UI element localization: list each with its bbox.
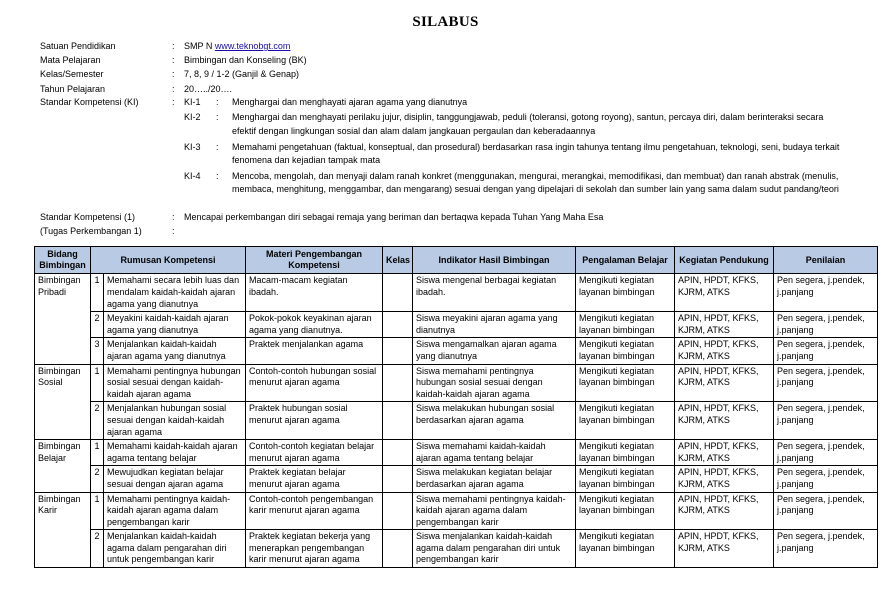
materi-cell: Macam-macam kegiatan ibadah. <box>246 274 383 312</box>
row-number: 1 <box>91 440 104 466</box>
row-number: 2 <box>91 312 104 338</box>
info-colon: : <box>172 55 175 66</box>
row-number: 1 <box>91 492 104 530</box>
info-colon: : <box>172 41 175 51</box>
pengalaman-cell: Mengikuti kegiatan layanan bimbingan <box>576 530 675 568</box>
indikator-cell: Siswa menjalankan kaidah-kaidah agama dalam pengarahan diri untuk pengembangan karir <box>413 530 576 568</box>
rumusan-cell: Memahami kaidah-kaidah ajaran agama tentang belajar <box>104 440 246 466</box>
kelas-cell <box>383 312 413 338</box>
kegiatan-cell: APIN, HPDT, KFKS, KJRM, ATKS <box>675 274 774 312</box>
table-header-row <box>35 247 878 274</box>
row-number: 1 <box>91 274 104 312</box>
materi-cell: Praktek hubungan sosial menurut ajaran agama <box>246 402 383 440</box>
info-row-tahun <box>40 82 870 96</box>
info-value: Bimbingan dan Konseling (BK) <box>184 55 307 66</box>
pengalaman-cell: Mengikuti kegiatan layanan bimbingan <box>576 440 675 466</box>
rumusan-cell: Memahami pentingnya kaidah-kaidah ajaran agama dalam pengembangan karir <box>104 492 246 530</box>
info-colon: : <box>172 226 175 237</box>
info-label: Kelas/Semester <box>40 69 104 80</box>
table-row <box>35 274 878 312</box>
kelas-cell <box>383 338 413 364</box>
info-row-satuan <box>40 39 870 53</box>
header-bidang: Bidang Bimbingan <box>35 247 91 274</box>
info-label: Mata Pelajaran <box>40 55 101 66</box>
header-pengalaman: Pengalaman Belajar <box>576 247 675 274</box>
penilaian-cell: Pen segera, j.pendek, j.panjang <box>774 530 878 568</box>
indikator-cell: Siswa meyakini ajaran agama yang dianutnya <box>413 312 576 338</box>
row-number: 3 <box>91 338 104 364</box>
table-row <box>35 440 878 466</box>
row-number: 2 <box>91 530 104 568</box>
header-indikator: Indikator Hasil Bimbingan <box>413 247 576 274</box>
materi-cell: Contoh-contoh kegiatan belajar menurut ajaran agama <box>246 440 383 466</box>
kegiatan-cell: APIN, HPDT, KFKS, KJRM, ATKS <box>675 338 774 364</box>
kelas-cell <box>383 364 413 402</box>
ki-item <box>184 170 870 197</box>
info-row-kelas <box>40 67 870 81</box>
tugas-perkembangan <box>40 224 870 238</box>
indikator-cell: Siswa memahami pentingnya hubungan sosial sesuai dengan kaidah-kaidah ajaran agama <box>413 364 576 402</box>
bidang-cell: Bimbingan Sosial <box>35 364 91 440</box>
materi-cell: Praktek kegiatan belajar menurut ajaran agama <box>246 466 383 492</box>
kompetensi-inti-section <box>40 96 870 197</box>
ki-colon: : <box>216 141 219 152</box>
info-label: Standar Kompetensi (1) <box>40 211 136 222</box>
ki-colon: : <box>216 170 219 181</box>
pengalaman-cell: Mengikuti kegiatan layanan bimbingan <box>576 466 675 492</box>
penilaian-cell: Pen segera, j.pendek, j.panjang <box>774 364 878 402</box>
kelas-cell <box>383 440 413 466</box>
table-row <box>35 364 878 402</box>
header-penilaian: Penilaian <box>774 247 878 274</box>
materi-cell: Contoh-contoh pengembangan karir menurut ajaran agama <box>246 492 383 530</box>
header-kelas: Kelas <box>383 247 413 274</box>
pengalaman-cell: Mengikuti kegiatan layanan bimbingan <box>576 402 675 440</box>
ki-item <box>184 96 870 110</box>
row-number: 1 <box>91 364 104 402</box>
info-value <box>184 39 870 53</box>
table-row <box>35 530 878 568</box>
syllabus-info <box>40 39 870 238</box>
indikator-cell: Siswa memahami kaidah-kaidah ajaran agama tentang belajar <box>413 440 576 466</box>
ki-code: KI-4 <box>184 170 201 181</box>
ki-text: Memahami pengetahuan (faktual, konseptual, dan prosedural) berdasarkan rasa ingin tahunya tentang ilmu pengetahuan, teknologi, seni, budaya terkait fenomena dan kejadian tampak mata <box>232 141 840 166</box>
kegiatan-cell: APIN, HPDT, KFKS, KJRM, ATKS <box>675 364 774 402</box>
indikator-cell: Siswa mengamalkan ajaran agama yang dianutnya <box>413 338 576 364</box>
ki-code: KI-1 <box>184 96 201 107</box>
indikator-cell: Siswa melakukan hubungan sosial berdasarkan ajaran agama <box>413 402 576 440</box>
kelas-cell <box>383 274 413 312</box>
ki-colon: : <box>216 96 219 107</box>
kegiatan-cell: APIN, HPDT, KFKS, KJRM, ATKS <box>675 530 774 568</box>
info-value: 7, 8, 9 / 1-2 (Ganjil & Genap) <box>184 69 300 80</box>
rumusan-cell: Menjalankan hubungan sosial sesuai dengan kaidah-kaidah ajaran agama <box>104 402 246 440</box>
website-link[interactable]: www.teknobgt.com <box>214 41 291 51</box>
penilaian-cell: Pen segera, j.pendek, j.panjang <box>774 466 878 492</box>
row-number: 2 <box>91 466 104 492</box>
info-value: Mencapai perkembangan diri sebagai remaja yang beriman dan bertaqwa kepada Tuhan Yang Maha Esa <box>184 211 604 222</box>
ki-item <box>184 141 870 168</box>
table-row <box>35 492 878 530</box>
kegiatan-cell: APIN, HPDT, KFKS, KJRM, ATKS <box>675 492 774 530</box>
kegiatan-cell: APIN, HPDT, KFKS, KJRM, ATKS <box>675 440 774 466</box>
row-number: 2 <box>91 402 104 440</box>
syllabus-table <box>34 246 878 568</box>
pengalaman-cell: Mengikuti kegiatan layanan bimbingan <box>576 338 675 364</box>
rumusan-cell: Meyakini kaidah-kaidah ajaran agama yang dianutnya <box>104 312 246 338</box>
school-name: SMP N <box>184 41 215 51</box>
info-label: (Tugas Perkembangan 1) <box>40 226 142 237</box>
info-row-mapel <box>40 53 870 67</box>
ki-text: Menghargai dan menghayati ajaran agama yang dianutnya <box>232 96 468 107</box>
table-row <box>35 312 878 338</box>
ki-list <box>184 96 870 197</box>
info-colon: : <box>172 83 175 94</box>
ki-text: Menghargai dan menghayati perilaku jujur, disiplin, tanggungjawab, peduli (toleransi, gotong royong), santun, percaya diri, dalam berinteraksi secara efektif dengan lingkungan sosial dan alam dalam jangkauan pergaulan dan keberadaannya <box>232 112 824 136</box>
document-title: SILABUS <box>412 14 479 30</box>
rumusan-cell: Menjalankan kaidah-kaidah ajaran agama yang dianutnya <box>104 338 246 364</box>
info-colon: : <box>172 96 175 107</box>
materi-cell: Praktek kegiatan bekerja yang menerapkan pengembangan karir menurut ajaran agama <box>246 530 383 568</box>
pengalaman-cell: Mengikuti kegiatan layanan bimbingan <box>576 492 675 530</box>
info-value <box>184 224 870 238</box>
kegiatan-cell: APIN, HPDT, KFKS, KJRM, ATKS <box>675 312 774 338</box>
kegiatan-cell: APIN, HPDT, KFKS, KJRM, ATKS <box>675 466 774 492</box>
ki-item <box>184 111 870 138</box>
standar-kompetensi-1 <box>40 210 870 224</box>
header-kegiatan: Kegiatan Pendukung <box>675 247 774 274</box>
rumusan-cell: Memahami secara lebih luas dan mendalam kaidah-kaidah ajaran agama yang dianutnya <box>104 274 246 312</box>
rumusan-cell: Memahami pentingnya hubungan sosial sesuai dengan kaidah-kaidah ajaran agama <box>104 364 246 402</box>
penilaian-cell: Pen segera, j.pendek, j.panjang <box>774 274 878 312</box>
materi-cell: Pokok-pokok keyakinan ajaran agama yang dianutnya. <box>246 312 383 338</box>
ki-code: KI-2 <box>184 112 201 123</box>
info-colon: : <box>172 211 175 222</box>
indikator-cell: Siswa melakukan kegiatan belajar berdasarkan ajaran agama <box>413 466 576 492</box>
info-label: Satuan Pendidikan <box>40 41 116 51</box>
bidang-cell: Bimbingan Karir <box>35 492 91 568</box>
info-value: 20…../20…. <box>184 83 233 94</box>
info-label: Tahun Pelajaran <box>40 83 106 94</box>
penilaian-cell: Pen segera, j.pendek, j.panjang <box>774 402 878 440</box>
table-row <box>35 402 878 440</box>
ki-text: Mencoba, mengolah, dan menyaji dalam ranah konkret (menggunakan, mengurai, merangkai, memodifikasi, dan membuat) dan ranah abstrak (menulis, membaca, menghitung, menggambar, dan mengarang) sesuai dengan yang dipelajari di sekolah dan sumber lain yang sama dalam sudut pandang/teori <box>232 170 839 195</box>
kelas-cell <box>383 402 413 440</box>
indikator-cell: Siswa mengenal berbagai kegiatan ibadah. <box>413 274 576 312</box>
rumusan-cell: Menjalankan kaidah-kaidah agama dalam pengarahan diri untuk pengembangan karir <box>104 530 246 568</box>
kelas-cell <box>383 492 413 530</box>
kegiatan-cell: APIN, HPDT, KFKS, KJRM, ATKS <box>675 402 774 440</box>
pengalaman-cell: Mengikuti kegiatan layanan bimbingan <box>576 364 675 402</box>
materi-cell: Praktek menjalankan agama <box>246 338 383 364</box>
ki-code: KI-3 <box>184 141 201 152</box>
penilaian-cell: Pen segera, j.pendek, j.panjang <box>774 338 878 364</box>
indikator-cell: Siswa memahami pentingnya kaidah-kaidah ajaran agama dalam pengembangan karir <box>413 492 576 530</box>
ki-label: Standar Kompetensi (KI) <box>40 96 139 107</box>
rumusan-cell: Mewujudkan kegiatan belajar sesuai dengan ajaran agama <box>104 466 246 492</box>
header-materi: Materi Pengembangan Kompetensi <box>246 247 383 274</box>
materi-cell: Contoh-contoh hubungan sosial menurut ajaran agama <box>246 364 383 402</box>
info-colon: : <box>172 69 175 80</box>
kelas-cell <box>383 466 413 492</box>
penilaian-cell: Pen segera, j.pendek, j.panjang <box>774 440 878 466</box>
table-row <box>35 338 878 364</box>
bidang-cell: Bimbingan Pribadi <box>35 274 91 364</box>
header-rumusan: Rumusan Kompetensi <box>91 247 246 274</box>
penilaian-cell: Pen segera, j.pendek, j.panjang <box>774 492 878 530</box>
penilaian-cell: Pen segera, j.pendek, j.panjang <box>774 312 878 338</box>
pengalaman-cell: Mengikuti kegiatan layanan bimbingan <box>576 312 675 338</box>
pengalaman-cell: Mengikuti kegiatan layanan bimbingan <box>576 274 675 312</box>
kelas-cell <box>383 530 413 568</box>
table-row <box>35 466 878 492</box>
ki-colon: : <box>216 112 219 123</box>
bidang-cell: Bimbingan Belajar <box>35 440 91 492</box>
